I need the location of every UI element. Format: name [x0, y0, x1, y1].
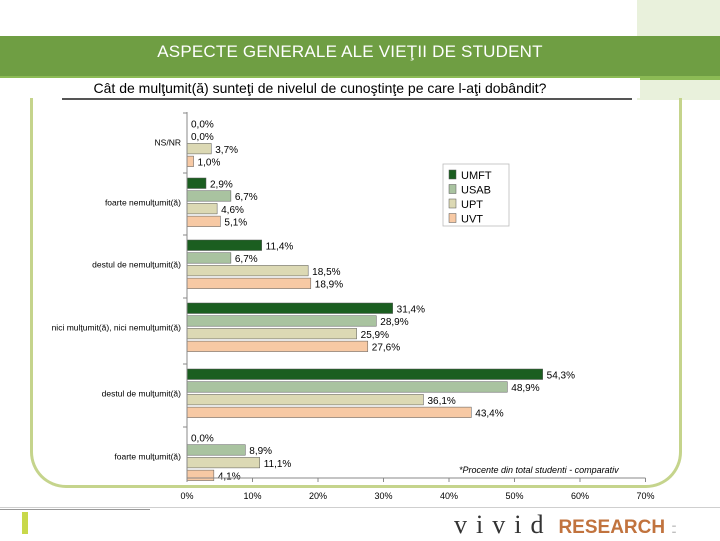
brand-vivid: vivid [454, 510, 553, 539]
data-label: 6,7% [234, 192, 258, 204]
bar-usab [187, 316, 376, 327]
data-label: 0,0% [191, 433, 214, 445]
data-label: 6,7% [234, 254, 258, 266]
slide-title: ASPECTE GENERALE ALE VIEŢII DE STUDENT [157, 42, 543, 61]
brand-logo [454, 510, 675, 540]
data-label: 0,0% [191, 119, 214, 131]
bar-uvt [187, 407, 471, 418]
data-label: 4,1% [217, 471, 241, 483]
data-label: 5,1% [224, 217, 248, 229]
x-tick-label: 50% [505, 491, 524, 501]
x-tick-label: 70% [636, 491, 655, 501]
data-label: 3,7% [215, 144, 239, 156]
data-label: 2,9% [209, 179, 233, 191]
bar-umft [187, 303, 393, 314]
bar-umft [187, 369, 543, 380]
bar-uvt [187, 470, 214, 481]
category-label: destul de mulţumit(ă) [101, 388, 181, 399]
x-tick-label: 40% [439, 491, 459, 501]
data-label: 48,9% [511, 383, 540, 395]
bar-usab [187, 382, 507, 393]
bar-upt [187, 265, 308, 276]
legend-swatch-uvt [449, 214, 456, 223]
data-label: 18,9% [314, 279, 344, 291]
bar-uvt [187, 341, 368, 352]
bar-upt [187, 143, 211, 154]
data-label: 28,9% [380, 317, 409, 329]
category-label: destul de nemulţumit(ă) [92, 259, 181, 270]
x-tick-label: 30% [374, 491, 393, 501]
data-label: 0,0% [191, 132, 214, 144]
bar-upt [187, 328, 357, 339]
data-label: 11,1% [263, 458, 292, 470]
footer-accent-mark [22, 512, 28, 534]
bar-usab [187, 191, 231, 202]
legend-swatch-usab [449, 185, 456, 194]
legend-label: UVT [461, 213, 483, 226]
bar-usab [187, 445, 245, 456]
x-tick-label: 20% [308, 491, 328, 501]
legend-label: UMFT [461, 170, 492, 182]
category-label: foarte mulţumit(ă) [114, 451, 181, 462]
data-label: 8,9% [249, 446, 273, 458]
bar-uvt [187, 216, 220, 227]
data-label: 54,3% [546, 370, 576, 382]
legend-label: UPT [461, 199, 483, 211]
data-label: 1,0% [197, 157, 221, 169]
brand-research: RESEARCH [558, 517, 666, 538]
data-label: 18,5% [312, 266, 341, 278]
brand-dots-icon: :: [671, 520, 675, 536]
x-tick-label: 10% [243, 491, 262, 501]
legend-swatch-upt [449, 199, 456, 208]
data-label: 31,4% [396, 304, 426, 316]
legend-swatch-umft [449, 170, 456, 179]
bar-upt [187, 457, 260, 468]
x-tick-label: 0% [180, 491, 194, 501]
footer-divider [0, 507, 720, 508]
data-label: 27,6% [371, 342, 401, 354]
data-label: 11,4% [265, 241, 294, 253]
bar-uvt [187, 278, 311, 289]
category-label: nici mulţumit(ă), nici nemulţumit(ă) [51, 322, 181, 333]
legend-label: USAB [461, 184, 491, 197]
category-label: NS/NR [154, 137, 181, 148]
data-label: 36,1% [427, 395, 456, 407]
x-tick-label: 60% [570, 491, 590, 501]
data-label: 4,6% [221, 204, 244, 216]
bar-umft [187, 178, 206, 189]
question-text: Cât de mulţumit(ă) sunteţi de nivelul de cunoştinţe pe care l-aţi dobândit? [0, 78, 640, 98]
chart-annotation: *Procente din total studenti - comparativ [459, 465, 619, 475]
data-label: 43,4% [475, 408, 504, 420]
bar-upt [187, 203, 217, 214]
bar-uvt [187, 156, 194, 167]
data-label: 25,9% [360, 329, 390, 341]
bar-usab [187, 253, 231, 264]
category-label: foarte nemulţumit(ă) [104, 197, 181, 208]
bar-umft [187, 240, 262, 251]
bar-upt [187, 394, 423, 405]
